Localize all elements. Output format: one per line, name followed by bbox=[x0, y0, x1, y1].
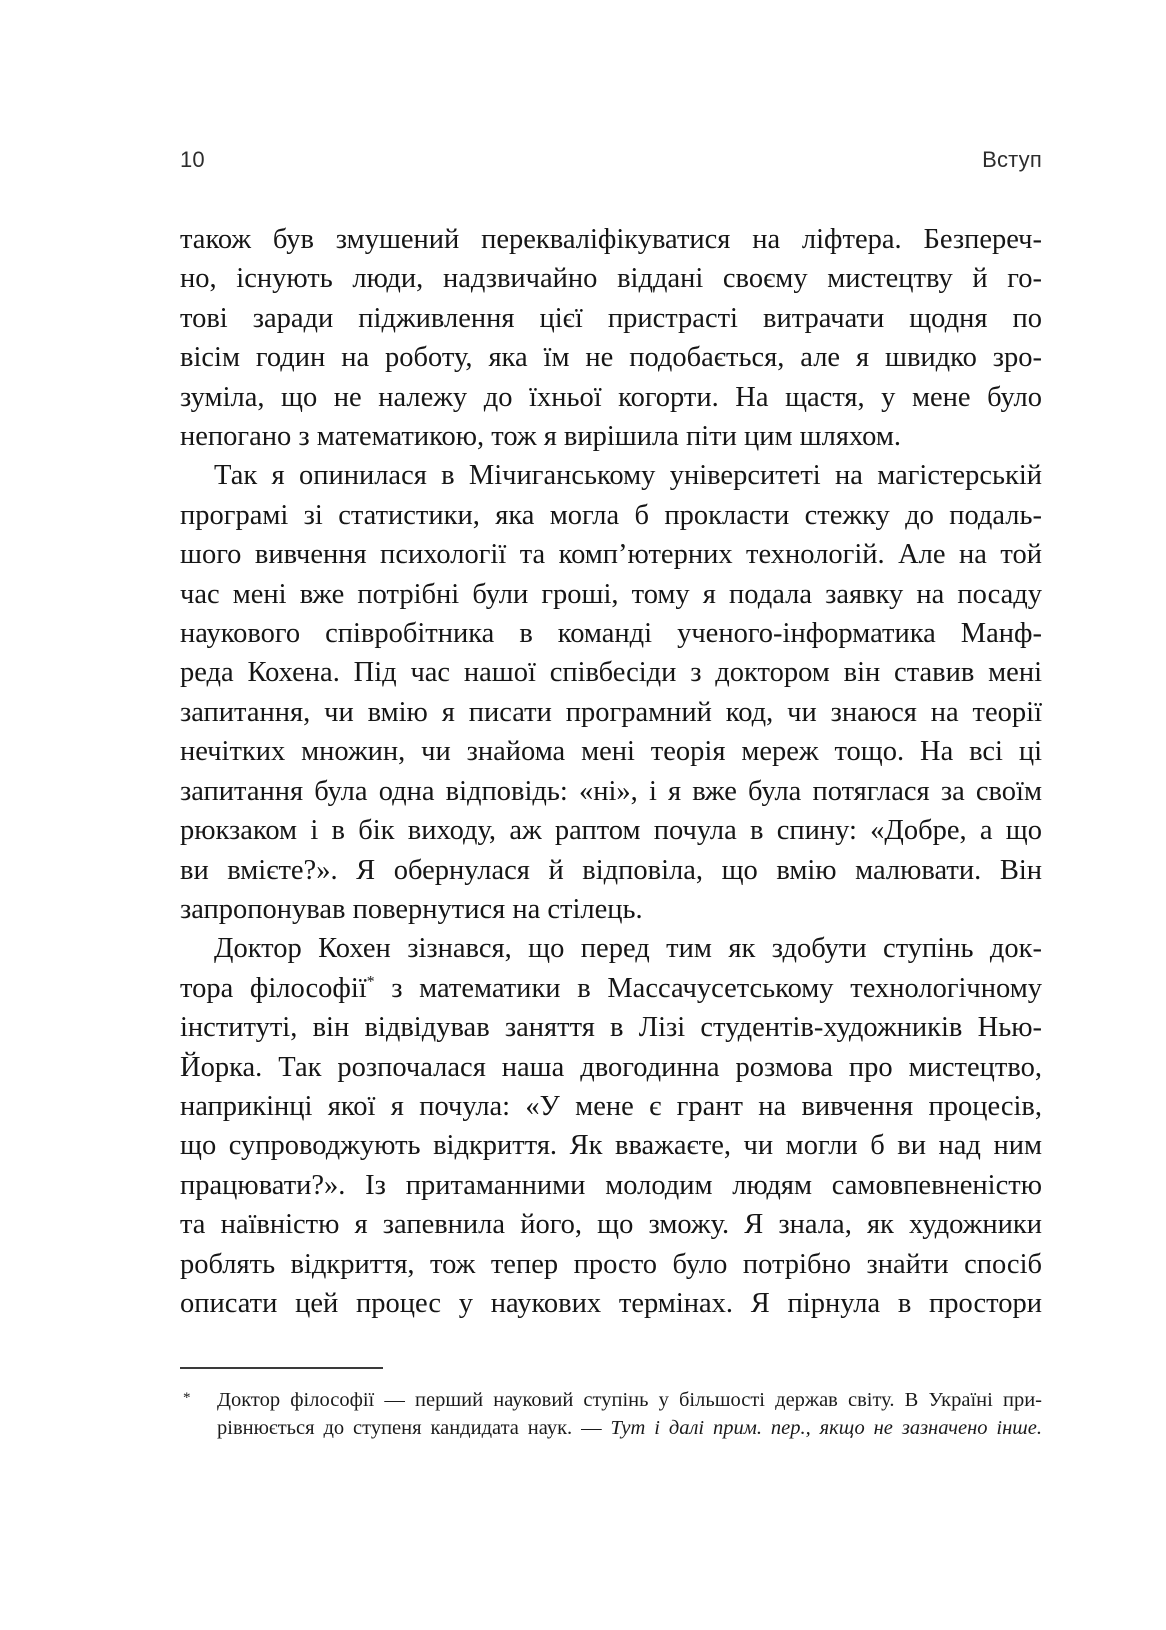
footnote bbox=[180, 1387, 1042, 1442]
body-text-line: та наївністю я запевнила його, що зможу. Я знала, як художники bbox=[180, 1209, 1042, 1241]
body-text-line: запитання була одна відповідь: «ні», і я вже була потяглася за своїм bbox=[180, 775, 1042, 807]
body-text-line: працювати?». Із притаманними молодим людям самовпевненістю bbox=[180, 1169, 1042, 1201]
body-text-line: програмі зі статистики, яка могла б прокласти стежку до подаль- bbox=[180, 499, 1042, 531]
body-text-line: інституті, він відвідував заняття в Лізі студентів-художників Нью- bbox=[180, 1012, 1042, 1044]
body-text-line: тора філософії* з математики в Массачусетському технологічному bbox=[180, 972, 1042, 1004]
body-text-line: наукового співробітника в команді ученого-інформатика Манф- bbox=[180, 618, 1042, 650]
body-text-line: шого вивчення психології та комп’ютерних технологій. Але на той bbox=[180, 539, 1042, 571]
body-text-line: но, існують люди, надзвичайно віддані своєму мистецтву й го- bbox=[180, 263, 1042, 295]
body-text-line: зуміла, що не належу до їхньої когорти. На щастя, у мене було bbox=[180, 381, 1042, 413]
body-text-line: нечітких множин, чи знайома мені теорія мереж тощо. На всі ці bbox=[180, 736, 1042, 768]
footnote-separator bbox=[180, 1367, 383, 1369]
body-text-line: час мені вже потрібні були гроші, тому я подала заявку на посаду bbox=[180, 578, 1042, 610]
body-text-line: Йорка. Так розпочалася наша двогодинна розмова про мистецтво, bbox=[180, 1051, 1042, 1083]
footnote-line: Доктор філософії — перший науковий ступінь у більшості держав світу. В Україні при- bbox=[217, 1389, 1042, 1411]
footnote-text bbox=[217, 1387, 1042, 1442]
body-text-line: вісім годин на роботу, яка їм не подобається, але я швидко зро- bbox=[180, 342, 1042, 374]
body-text-line: ви вмієте?». Я обернулася й відповіла, що вмію малювати. Він bbox=[180, 854, 1042, 886]
page-header bbox=[180, 147, 1042, 173]
running-title: Вступ bbox=[982, 147, 1042, 172]
body-text-line: запропонував повернутися на стілець. bbox=[180, 893, 643, 925]
body-text-line: описати цей процес у наукових термінах. Я пірнула в простори bbox=[180, 1287, 1042, 1319]
footnote-reference-asterisk: * bbox=[366, 973, 375, 991]
body-text bbox=[180, 220, 1042, 1323]
body-text-line: рюкзаком і в бік виходу, аж раптом почула в спину: «Добре, а що bbox=[180, 815, 1042, 847]
footnote-line: рівнюється до ступеня кандидата наук. — Тут і далі прим. пер., якщо не зазначено інше. bbox=[217, 1416, 1042, 1439]
body-text-line: тові заради підживлення цієї пристрасті витрачати щодня по bbox=[180, 302, 1042, 334]
body-text-line: Доктор Кохен зізнався, що перед тим як здобути ступінь док- bbox=[214, 933, 1042, 965]
body-text-line: Так я опинилася в Мічиганському університеті на магістерській bbox=[214, 460, 1042, 492]
body-text-line: запитання, чи вмію я писати програмний код, чи знаюся на теорії bbox=[180, 696, 1042, 728]
body-text-line: що супроводжують відкриття. Як вважаєте, чи могли б ви над ним bbox=[180, 1130, 1042, 1162]
body-text-line: роблять відкриття, тож тепер просто було потрібно знайти спосіб bbox=[180, 1248, 1042, 1280]
page-number: 10 bbox=[180, 147, 205, 172]
body-text-line: також був змушений перекваліфікуватися на ліфтера. Безпереч- bbox=[180, 224, 1042, 255]
body-text-line: непогано з математикою, тож я вирішила піти цим шляхом. bbox=[180, 421, 901, 453]
body-text-line: наприкінці якої я почула: «У мене є грант на вивчення процесів, bbox=[180, 1090, 1042, 1122]
body-text-line: реда Кохена. Під час нашої співбесіди з доктором він ставив мені bbox=[180, 657, 1042, 689]
footnote-marker: * bbox=[183, 1390, 191, 1406]
